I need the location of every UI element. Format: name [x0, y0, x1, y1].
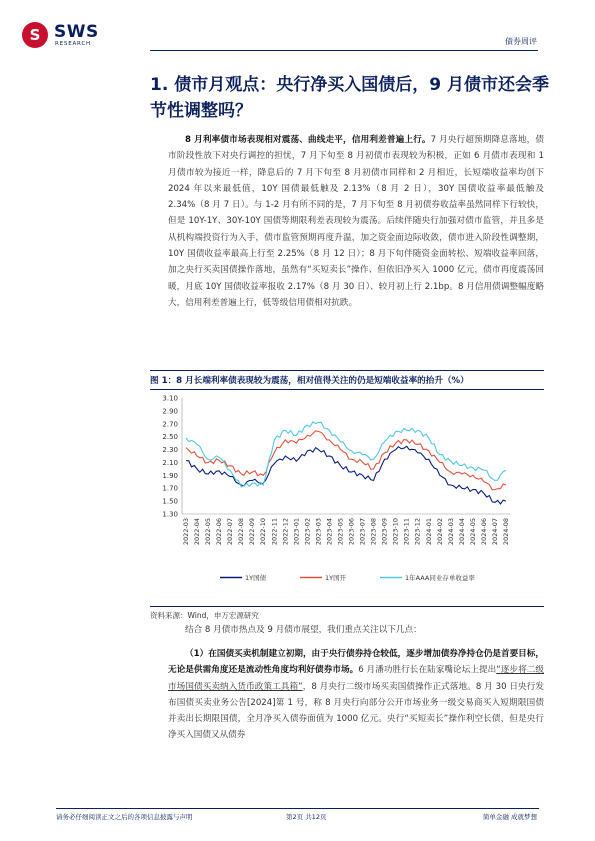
point-1-text-a: 6 月潘功胜行长在陆家嘴论坛上提出	[358, 665, 497, 676]
y-tick-label: 1.50	[162, 497, 178, 506]
x-tick-label: 2024-08	[502, 518, 510, 546]
legend-label-2: 1年AAA同业存单收益率	[405, 574, 475, 582]
paragraph-intro-points	[168, 622, 544, 638]
y-tick-label: 1.70	[162, 484, 178, 493]
y-tick-label: 2.70	[162, 420, 178, 429]
footer-divider	[56, 808, 539, 809]
paragraph-intro-text: 结合 8 月债市热点及 9 月债市展望，我们重点关注以下几点：	[185, 625, 422, 635]
y-tick-label: 2.10	[162, 458, 178, 467]
x-tick-label: 2023-12	[413, 518, 422, 546]
x-tick-label: 2022-06	[215, 518, 224, 546]
footer-page-number: 第2页 共12页	[286, 813, 327, 821]
point-1-text-b: ，8 月央行二级市场买卖国债操作正式落地。8 月 30 日央行发布国债买卖业务公告[2024]第 1 号，称 8 月央行向部分公开市场业务一级交易商买入短期限国债并卖出长期限国债，全月净买入债券面值为 1000 亿元。央行“买短卖长”操作利空长债，但是央行净买入国债又从债券	[168, 681, 544, 741]
x-tick-label: 2023-06	[347, 518, 356, 546]
section-title: 1. 债市月观点：央行净买入国债后，9 月债市还会季节性调整吗？	[150, 75, 549, 121]
x-tick-label: 2023-04	[325, 518, 334, 546]
x-tick-label: 2023-02	[303, 518, 312, 546]
footer-slogan: 简单金融 成就梦想	[482, 813, 537, 821]
x-tick-label: 2023-10	[391, 518, 400, 546]
figure-bottom-divider	[150, 606, 544, 607]
x-tick-label: 2024-04	[457, 518, 466, 546]
legend-label-1: 1Y国开	[325, 574, 347, 582]
x-tick-label: 2024-01	[424, 518, 433, 546]
series-line-2	[186, 422, 506, 487]
y-tick-label: 3.10	[162, 394, 178, 403]
figure-top-divider	[150, 370, 544, 371]
header-divider	[150, 50, 538, 51]
logo-subtext: RESEARCH	[55, 41, 91, 47]
figure-title: 图 1：8 月长端利率债表现较为震荡，相对值得关注的仍是短端收益率的抬升（%）	[150, 376, 469, 386]
x-tick-label: 2023-08	[369, 518, 378, 546]
x-tick-label: 2022-05	[204, 518, 213, 546]
paragraph-point-1	[168, 646, 544, 744]
x-tick-label: 2023-05	[336, 518, 345, 546]
report-type-label: 债券周评	[505, 37, 537, 46]
company-logo: S SWS RESEARCH	[22, 22, 142, 52]
figure-source: 资料来源：Wind，申万宏源研究	[150, 611, 259, 620]
series-line-1	[186, 431, 506, 490]
y-tick-label: 2.50	[162, 433, 178, 442]
x-tick-label: 2022-03	[182, 518, 190, 546]
footer-disclaimer: 请务必仔细阅读正文之后的各项信息披露与声明	[56, 813, 193, 821]
x-tick-label: 2022-08	[237, 518, 246, 546]
y-tick-label: 2.30	[162, 446, 178, 455]
x-tick-label: 2022-09	[248, 518, 257, 546]
x-tick-label: 2024-05	[468, 518, 477, 546]
legend-label-0: 1Y国债	[245, 574, 267, 582]
x-tick-label: 2022-10	[259, 518, 268, 546]
x-tick-label: 2024-07	[490, 518, 499, 546]
x-tick-label: 2022-04	[193, 518, 202, 546]
x-tick-label: 2022-12	[281, 518, 290, 546]
x-tick-label: 2024-02	[435, 518, 444, 546]
point-1-quote: “逐步将二级市场国债买卖纳入货币政策工具箱”	[168, 665, 544, 692]
x-tick-label: 2023-03	[314, 518, 323, 546]
paragraph-lead-bold: 8 月利率债市场表现相对震荡、曲线走平，信用利差普遍上行。	[185, 135, 431, 145]
x-tick-label: 2022-07	[226, 518, 235, 546]
logo-text: SWS	[54, 22, 99, 42]
x-tick-label: 2023-01	[292, 518, 301, 546]
x-tick-label: 2023-09	[380, 518, 389, 546]
paragraph-market-review	[168, 132, 544, 311]
x-tick-label: 2024-03	[446, 518, 455, 546]
yield-line-chart	[150, 390, 544, 590]
x-tick-label: 2023-11	[402, 518, 411, 546]
y-tick-label: 1.30	[162, 510, 178, 519]
x-tick-label: 2024-06	[479, 518, 488, 546]
paragraph-body: 7 月央行超预期降息落地，债市阶段性放下对央行调控的担忧，7 月下旬至 8 月初债市表现较为积极，正如 6 月债市表现和 1 月债市较为接近一样，降息后的 7 月下旬至 8 月初债市同样和 2 月相近，长短端收益率均创下 2024 年以来最低值，10Y 国债最低触及 2.13%（8 月 2 日），30Y 国债收益率最低触及 2.34%（8 月 7 日）。与 1-2 月有所不同的是，7 月下旬至 8 月初债券收益率虽然同样下行较快，但是 10Y-1Y、30Y-10Y 国债等期限利差表现较为震荡。后续伴随央行加强对债市监管，并且多是从机构端投资行为入手，债市监管预期再度升温，加之资金面边际收敛，债市进入阶段性调整期，10Y 国债收益率最高上行至 2.25%（8 月 12 日）；8 月下旬伴随资金面转松、短端收益率回落，加之央行买卖国债操作落地，虽然有“买短卖长”操作、但依旧净买入 1000 亿元，债市再度震荡回暖，月底 10Y 国债收益率报收 2.17%（8 月 30 日）、较月初上行 2.1bp。8 月信用债调整幅度略大，信用利差普遍上行，低等级信用债相对抗跌。	[168, 135, 544, 308]
point-1-bold: （1）在国债买卖机制建立初期，由于央行债券持仓较低，逐步增加债券净持仓仍是首要目标，无论是供需角度还是流动性角度均利好债券市场。	[168, 649, 544, 676]
y-tick-label: 1.90	[162, 471, 178, 480]
x-tick-label: 2022-11	[270, 518, 279, 546]
y-tick-label: 2.90	[162, 407, 178, 416]
series-line-0	[186, 446, 506, 504]
x-tick-label: 2023-07	[358, 518, 367, 546]
